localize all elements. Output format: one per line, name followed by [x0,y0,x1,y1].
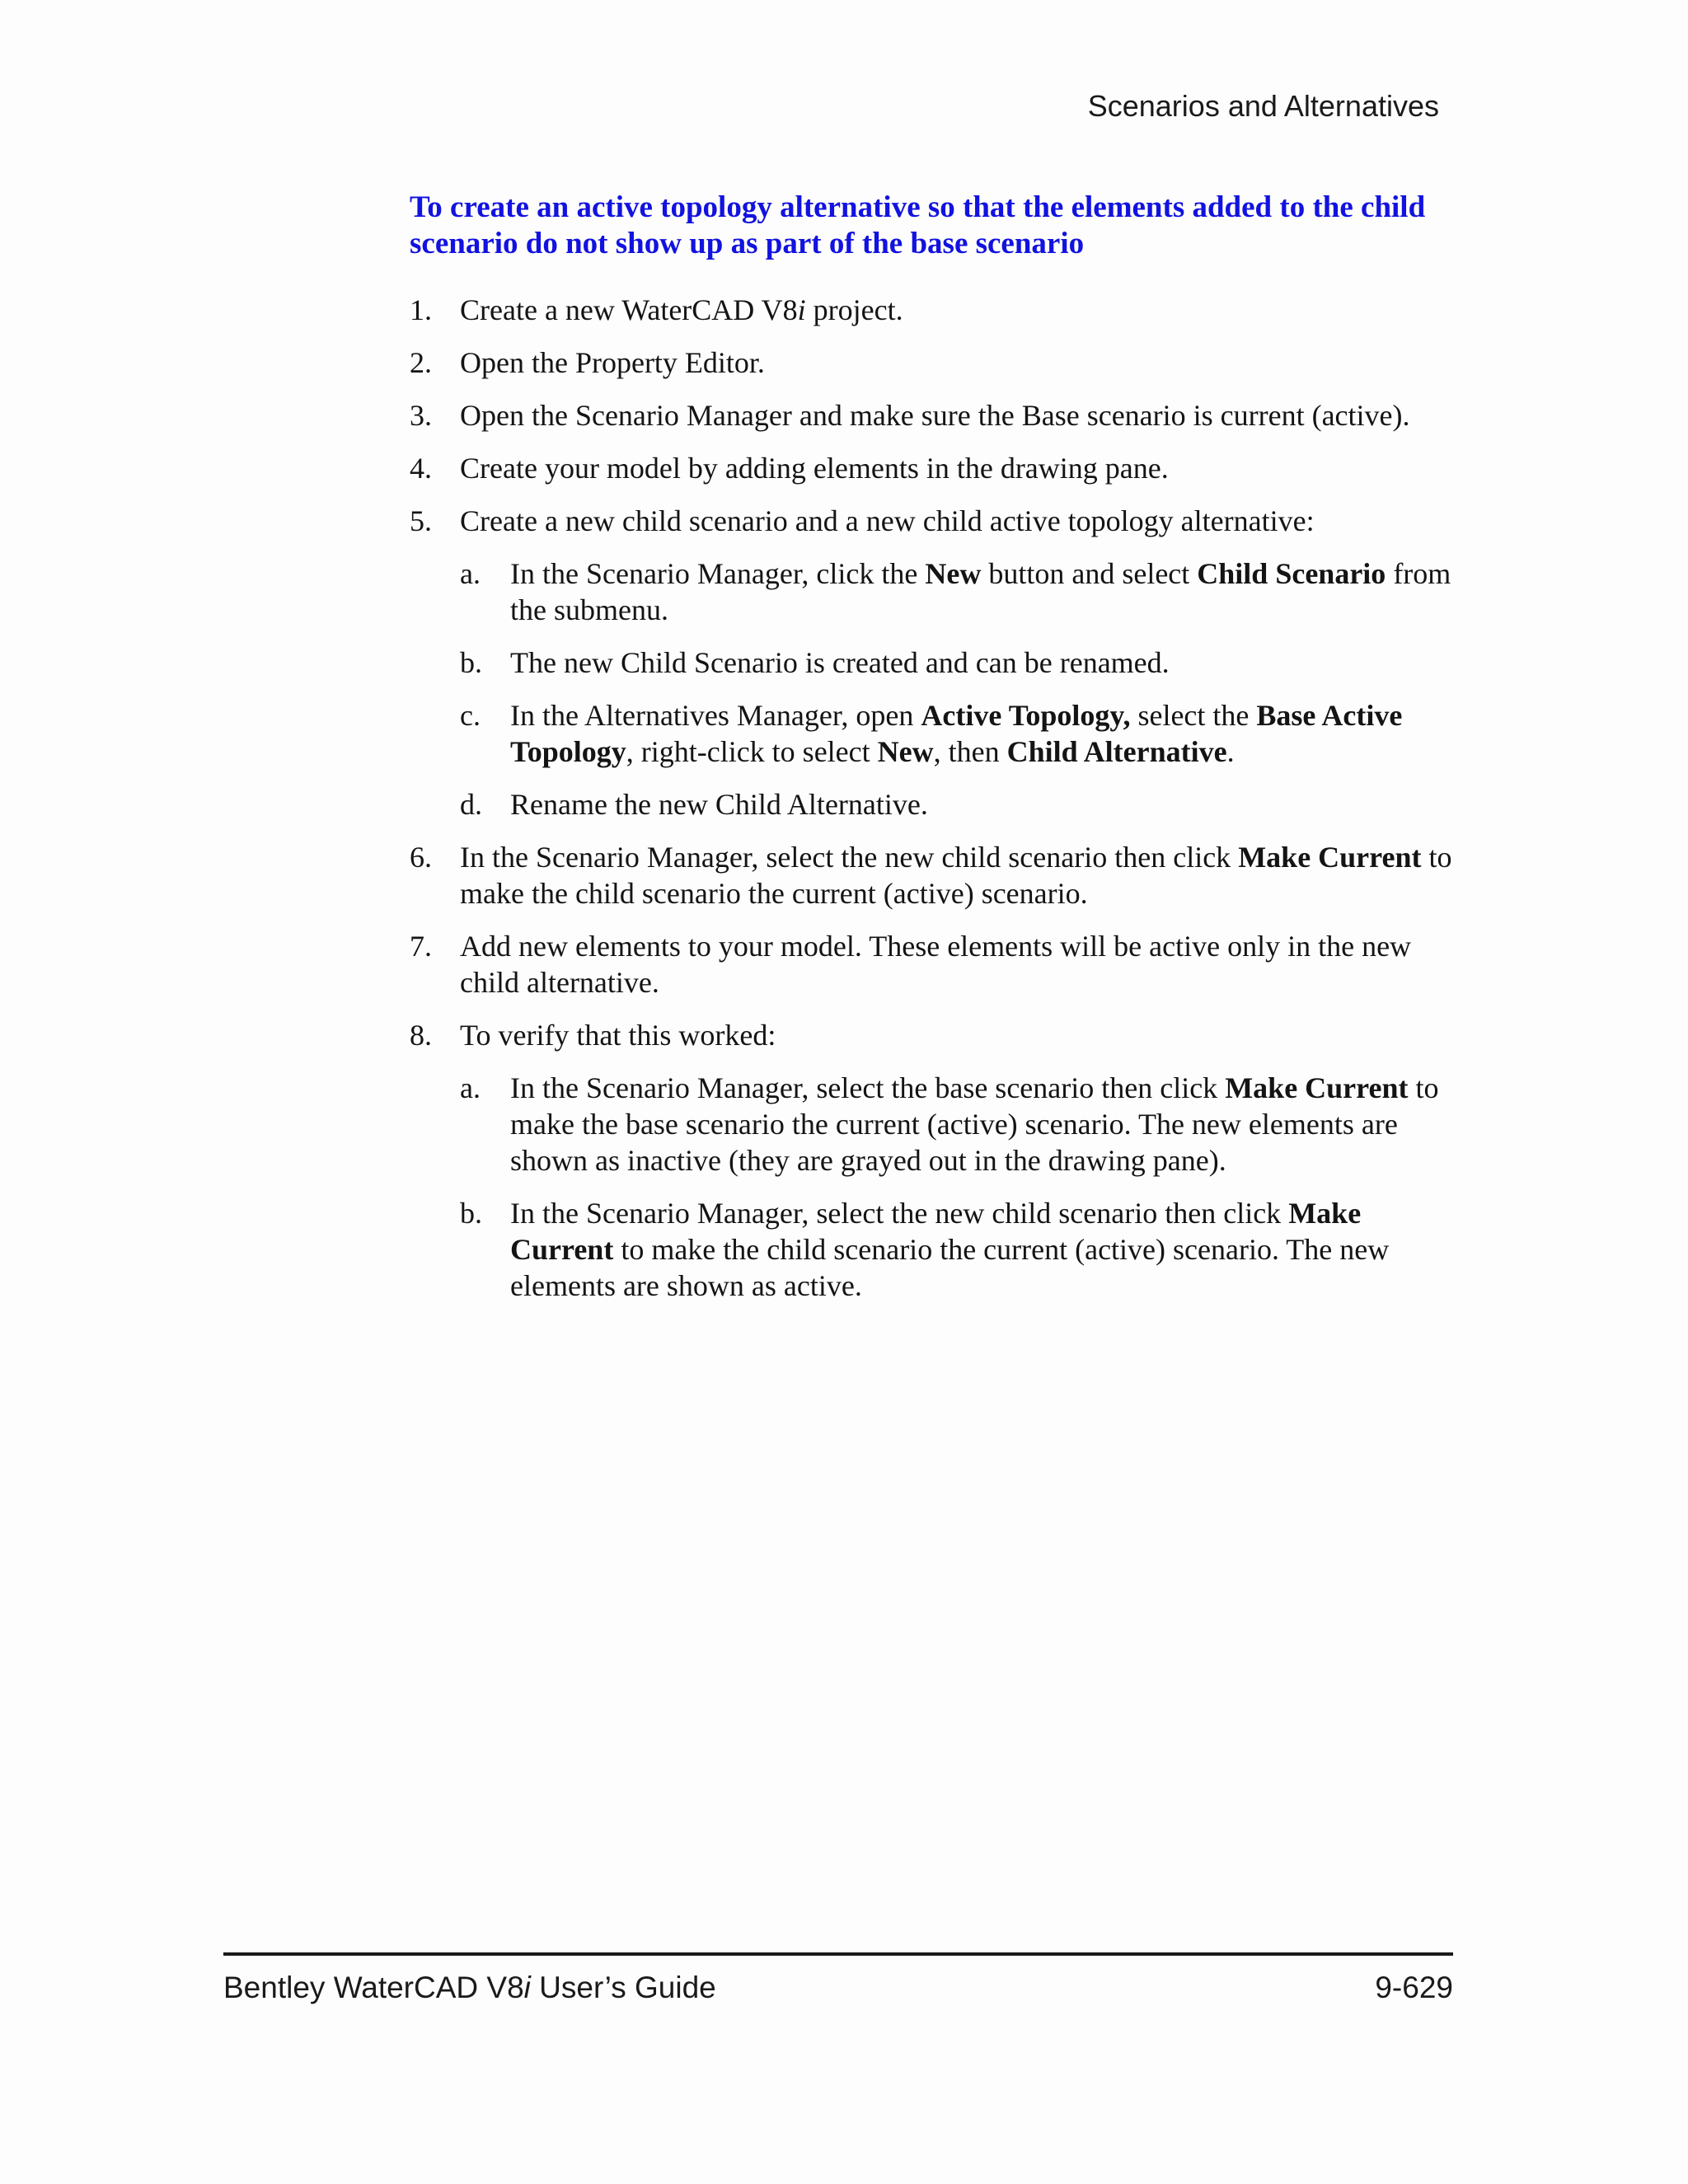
step-7 [410,928,1465,1001]
substep-letter: b. [460,646,482,679]
step-text: Create a new WaterCAD V8i project. [460,293,903,326]
step-text: Open the Scenario Manager and make sure the Base scenario is current (active). [460,399,1410,432]
substep-text: In the Scenario Manager, select the base scenario then click Make Current to make the base scenario the current (active) scenario. The new elements are shown as inactive (they are grayed out in the drawing pane). [510,1071,1439,1177]
step-text: Open the Property Editor. [460,346,765,379]
step-1 [410,292,1465,328]
substep-letter: d. [460,788,482,821]
substep-text: The new Child Scenario is created and can be renamed. [510,646,1170,679]
substeps [460,1070,1465,1304]
step-3 [410,397,1465,434]
step-number: 8. [410,1019,432,1052]
step-4 [410,450,1465,486]
substep-letter: a. [460,1071,481,1104]
step-6 [410,839,1465,912]
step-5 [410,503,1465,823]
substep-5b [460,644,1465,681]
step-8 [410,1017,1465,1304]
substep-8a [460,1070,1465,1179]
step-text: Create your model by adding elements in the drawing pane. [460,452,1169,485]
substep-letter: b. [460,1197,482,1230]
step-text: In the Scenario Manager, select the new child scenario then click Make Current to make the child scenario the current (active) scenario. [460,841,1452,910]
substep-text: In the Scenario Manager, select the new child scenario then click Make Current to make the child scenario the current (active) scenario. The new elements are shown as active. [510,1197,1390,1302]
running-header: Scenarios and Alternatives [1087,89,1439,123]
substep-text: Rename the new Child Alternative. [510,788,928,821]
substeps [460,555,1465,823]
step-2 [410,344,1465,381]
step-number: 6. [410,841,432,874]
step-text: To verify that this worked: [460,1019,776,1052]
step-number: 1. [410,293,432,326]
step-text: Create a new child scenario and a new child active topology alternative: [460,504,1315,537]
substep-5d [460,786,1465,823]
step-number: 7. [410,930,432,963]
page-number: 9-629 [1375,1971,1453,2004]
substep-letter: a. [460,557,481,590]
footer-guide-title: Bentley WaterCAD V8i User’s Guide [223,1971,716,2004]
step-number: 3. [410,399,432,432]
substep-text: In the Scenario Manager, click the New button and select Child Scenario from the submenu. [510,557,1451,626]
step-text: Add new elements to your model. These elements will be active only in the new child alternative. [460,930,1412,999]
substep-5c [460,697,1465,770]
procedure-heading: To create an active topology alternative so that the elements added to the child scenario do not show up as part of the base scenario [410,190,1426,260]
procedure-steps [410,292,1465,1320]
substep-5a [460,555,1465,628]
step-number: 5. [410,504,432,537]
step-number: 4. [410,452,432,485]
substep-letter: c. [460,699,481,732]
substep-text: In the Alternatives Manager, open Active Topology, select the Base Active Topology, right-click to select New, then Child Alternative. [510,699,1403,768]
step-number: 2. [410,346,432,379]
footer-divider [223,1952,1453,1956]
substep-8b [460,1195,1465,1304]
